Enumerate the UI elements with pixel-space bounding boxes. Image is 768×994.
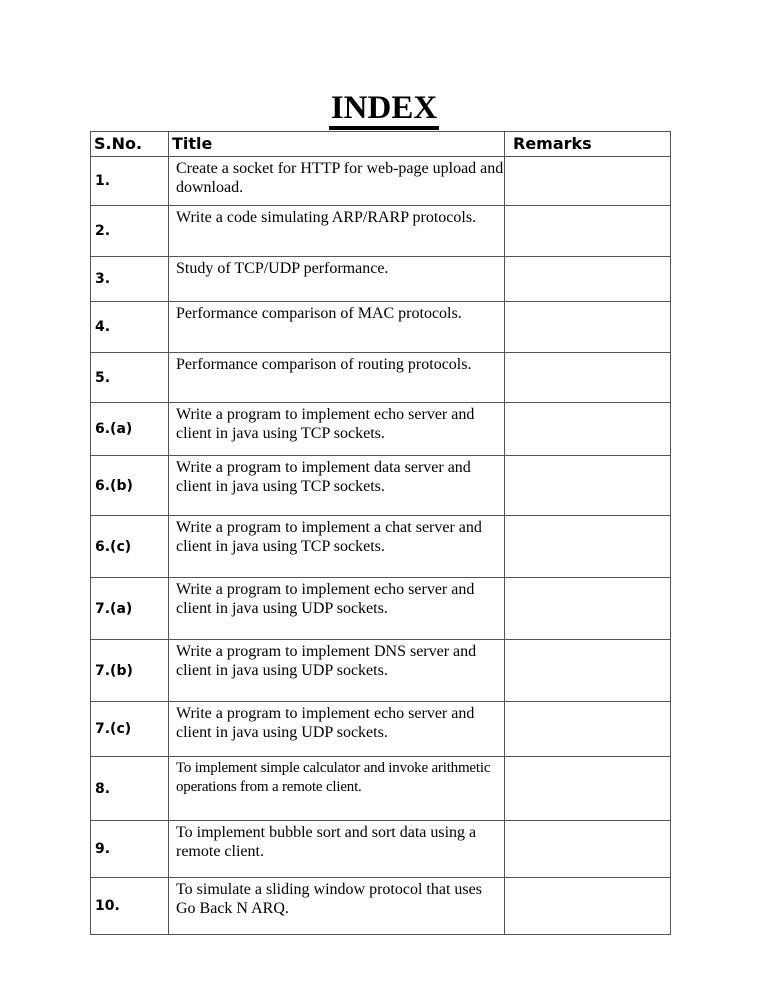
remarks-cell [505,578,671,640]
sno-cell: 8. [91,757,169,821]
remarks-cell [505,757,671,821]
sno-cell: 6.(c) [91,516,169,578]
remarks-cell [505,257,671,302]
sno-cell: 6.(a) [91,403,169,456]
title-cell: Study of TCP/UDP performance. [169,257,505,302]
title-cell: Write a program to implement echo server and client in java using TCP sockets. [169,403,505,456]
remarks-cell [505,821,671,878]
title-cell: To implement bubble sort and sort data using a remote client. [169,821,505,878]
table-row [91,516,671,578]
table-row [91,403,671,456]
table-body [91,157,671,935]
remarks-cell [505,516,671,578]
title-cell: Create a socket for HTTP for web-page upload and download. [169,157,505,206]
title-cell: Performance comparison of MAC protocols. [169,302,505,353]
sno-cell: 4. [91,302,169,353]
remarks-cell [505,302,671,353]
table-row [91,878,671,935]
sno-cell: 7.(c) [91,702,169,757]
table-row [91,257,671,302]
title-header: Title [169,132,505,157]
title-cell: Write a program to implement echo server and client in java using UDP sockets. [169,578,505,640]
table-row [91,578,671,640]
sno-cell: 10. [91,878,169,935]
table-row [91,206,671,257]
remarks-cell [505,702,671,757]
title-cell: Write a code simulating ARP/RARP protocols. [169,206,505,257]
page-title [0,88,768,128]
title-cell: Write a program to implement echo server and client in java using UDP sockets. [169,702,505,757]
index-heading: INDEX [329,90,439,130]
remarks-cell [505,403,671,456]
sno-cell: 9. [91,821,169,878]
header-row [91,132,671,157]
title-cell: To implement simple calculator and invoke arithmetic operations from a remote client. [169,757,505,821]
title-cell: To simulate a sliding window protocol that uses Go Back N ARQ. [169,878,505,935]
remarks-cell [505,878,671,935]
title-cell: Performance comparison of routing protocols. [169,353,505,403]
remarks-cell [505,456,671,516]
table-row [91,302,671,353]
remarks-cell [505,206,671,257]
remarks-cell [505,157,671,206]
title-cell: Write a program to implement DNS server and client in java using UDP sockets. [169,640,505,702]
table-row [91,640,671,702]
sno-cell: 5. [91,353,169,403]
sno-cell: 1. [91,157,169,206]
table-row [91,821,671,878]
table-row [91,456,671,516]
sno-cell: 3. [91,257,169,302]
remarks-cell [505,640,671,702]
remarks-cell [505,353,671,403]
title-cell: Write a program to implement a chat server and client in java using TCP sockets. [169,516,505,578]
title-cell: Write a program to implement data server and client in java using TCP sockets. [169,456,505,516]
sno-cell: 2. [91,206,169,257]
table-row [91,353,671,403]
sno-header: S.No. [91,132,169,157]
table-row [91,757,671,821]
table-row [91,702,671,757]
remarks-header: Remarks [505,132,671,157]
index-table [90,131,671,935]
sno-cell: 6.(b) [91,456,169,516]
sno-cell: 7.(a) [91,578,169,640]
sno-cell: 7.(b) [91,640,169,702]
table-row [91,157,671,206]
